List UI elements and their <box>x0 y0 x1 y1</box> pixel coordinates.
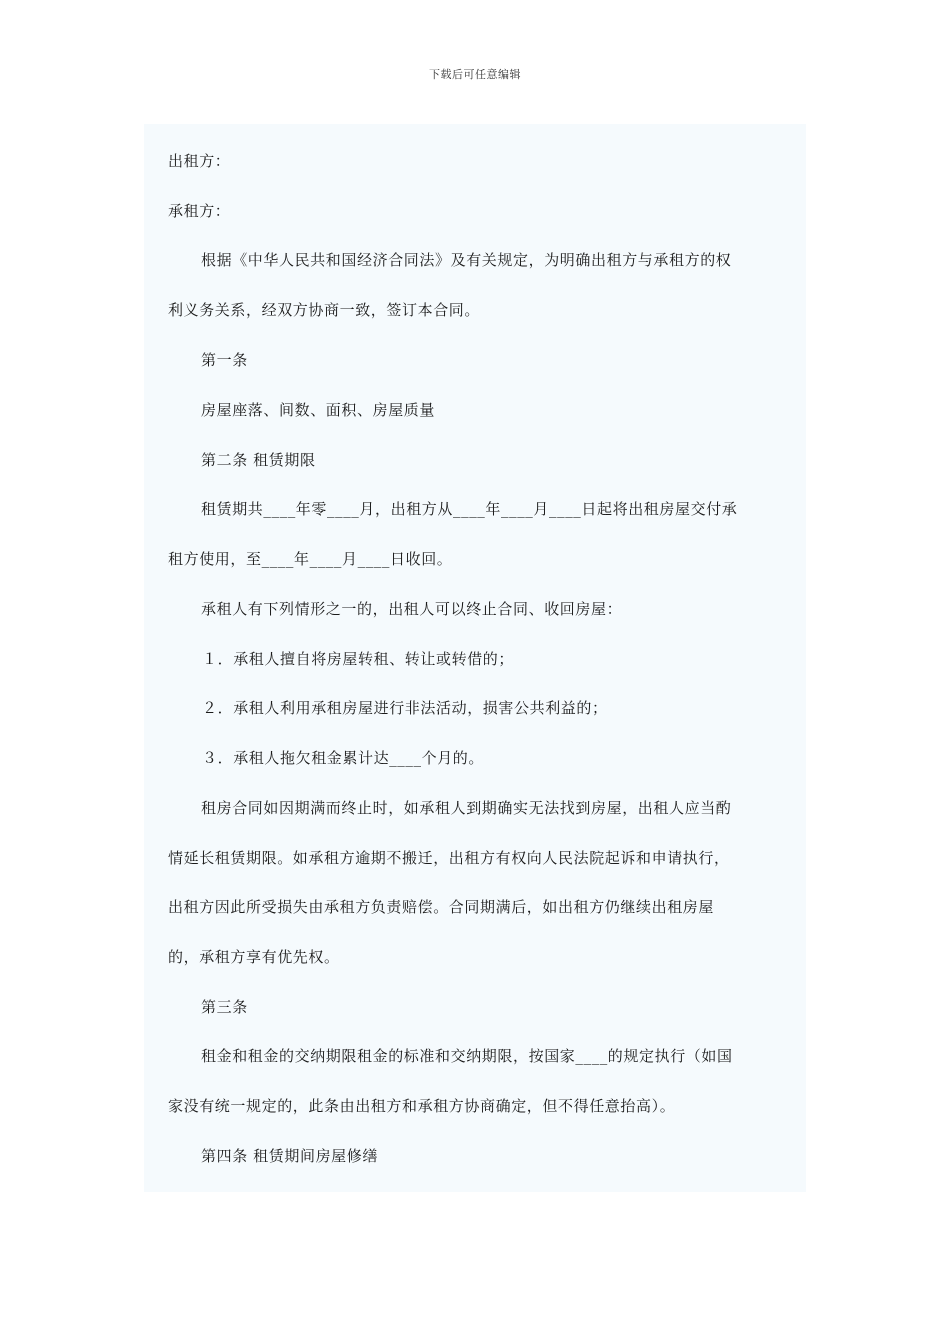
termination-intro: 承租人有下列情形之一的，出租人可以终止合同、收回房屋： <box>201 600 623 618</box>
article-2-title: 第二条 租赁期限 <box>201 451 316 469</box>
expiry-line-3: 出租方因此所受损失由承租方负责赔偿。合同期满后，如出租方仍继续出租房屋 <box>168 898 715 916</box>
rent-line-1: 租金和租金的交纳期限租金的标准和交纳期限，按国家____的规定执行（如国 <box>201 1047 733 1065</box>
term-line-2: 租方使用，至____年____月____日收回。 <box>168 550 453 568</box>
termination-item: １．承租人擅自将房屋转租、转让或转借的； <box>202 650 515 668</box>
expiry-line-1: 租房合同如因期满而终止时，如承租人到期确实无法找到房屋，出租人应当酌 <box>201 799 732 817</box>
article-1-content: 房屋座落、间数、面积、房屋质量 <box>201 401 436 419</box>
article-1-title: 第一条 <box>201 351 248 369</box>
document-body <box>144 124 806 1192</box>
rent-line-2: 家没有统一规定的，此条由出租方和承租方协商确定，但不得任意抬高）。 <box>168 1097 676 1115</box>
lessee-line: 承租方： <box>168 202 231 220</box>
article-4-title: 第四条 租赁期间房屋修缮 <box>201 1147 378 1165</box>
lessor-line: 出租方： <box>168 152 231 170</box>
expiry-line-4: 的，承租方享有优先权。 <box>168 948 340 966</box>
termination-item: ２．承租人利用承租房屋进行非法活动，损害公共利益的； <box>202 699 608 717</box>
termination-item: ３．承租人拖欠租金累计达____个月的。 <box>202 749 485 767</box>
expiry-line-2: 情延长租赁期限。如承租方逾期不搬迁，出租方有权向人民法院起诉和申请执行， <box>168 849 730 867</box>
preamble-line-2: 利义务关系，经双方协商一致，签订本合同。 <box>168 301 481 319</box>
term-line-1: 租赁期共____年零____月，出租方从____年____月____日起将出租房屋交付承 <box>201 500 738 518</box>
article-3-title: 第三条 <box>201 998 248 1016</box>
preamble-line-1: 根据《中华人民共和国经济合同法》及有关规定，为明确出租方与承租方的权 <box>201 251 732 269</box>
header-note: 下载后可任意编辑 <box>429 68 521 81</box>
